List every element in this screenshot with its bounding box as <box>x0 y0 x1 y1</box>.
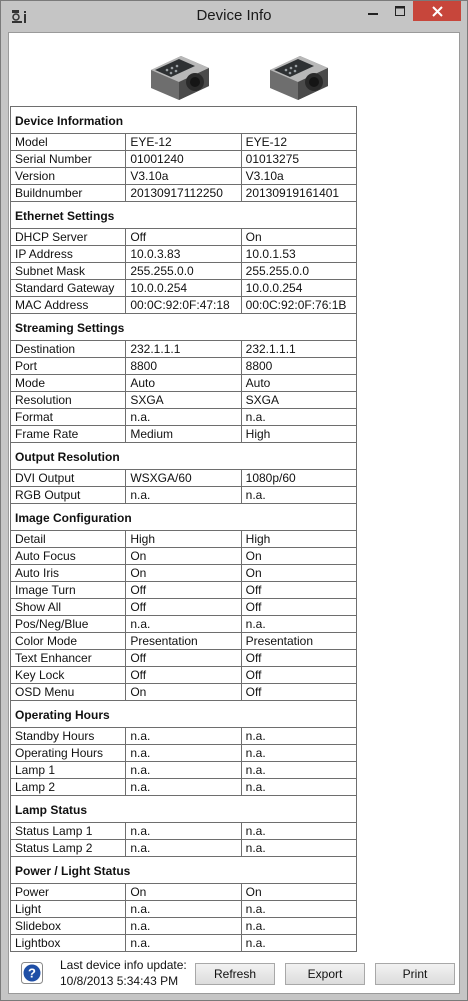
table-row <box>11 918 357 935</box>
device-1-value: Off <box>126 650 241 667</box>
device-1-value: Off <box>126 229 241 246</box>
table-row <box>11 633 357 650</box>
row-label: Destination <box>11 341 126 358</box>
section-title: Ethernet Settings <box>11 202 357 229</box>
device-2-value: On <box>241 565 356 582</box>
device-2-value: On <box>241 229 356 246</box>
device-1-value: On <box>126 884 241 901</box>
device-2-value: V3.10a <box>241 168 356 185</box>
row-label: IP Address <box>11 246 126 263</box>
device-1-value: On <box>126 548 241 565</box>
footer-bar <box>9 953 461 993</box>
section-title: Operating Hours <box>11 701 357 728</box>
device-1-value: SXGA <box>126 392 241 409</box>
device-2-value: n.a. <box>241 901 356 918</box>
section-header-row <box>11 857 357 884</box>
device-2-value: 232.1.1.1 <box>241 341 356 358</box>
table-row <box>11 151 357 168</box>
device-2-value: 10.0.0.254 <box>241 280 356 297</box>
title-bar[interactable] <box>1 1 467 32</box>
device-1-value: n.a. <box>126 745 241 762</box>
row-label: Frame Rate <box>11 426 126 443</box>
row-label: Serial Number <box>11 151 126 168</box>
device-2-value: 255.255.0.0 <box>241 263 356 280</box>
section-title: Image Configuration <box>11 504 357 531</box>
device-2-value: n.a. <box>241 487 356 504</box>
device-2-value: n.a. <box>241 745 356 762</box>
table-row <box>11 134 357 151</box>
table-row <box>11 375 357 392</box>
table-row <box>11 650 357 667</box>
export-button[interactable]: Export <box>285 963 365 985</box>
device-1-value: Auto <box>126 375 241 392</box>
last-update-label: Last device info update: <box>60 958 187 972</box>
minimize-icon <box>368 6 378 16</box>
device-2-value: Presentation <box>241 633 356 650</box>
close-icon <box>432 6 443 17</box>
row-label: Status Lamp 2 <box>11 840 126 857</box>
row-label: Detail <box>11 531 126 548</box>
device-2-value: Auto <box>241 375 356 392</box>
section-title: Lamp Status <box>11 796 357 823</box>
table-row <box>11 263 357 280</box>
device-2-value: On <box>241 548 356 565</box>
table-row <box>11 823 357 840</box>
device-2-value: 00:0C:92:0F:76:1B <box>241 297 356 314</box>
device-2-value: n.a. <box>241 616 356 633</box>
device-1-value: On <box>126 684 241 701</box>
table-row <box>11 168 357 185</box>
table-row <box>11 470 357 487</box>
table-row <box>11 548 357 565</box>
close-button[interactable] <box>413 1 461 21</box>
device-1-value: n.a. <box>126 779 241 796</box>
device-2-value: High <box>241 531 356 548</box>
section-title: Output Resolution <box>11 443 357 470</box>
maximize-icon <box>395 6 405 16</box>
svg-text:?: ? <box>28 965 36 981</box>
row-label: Slidebox <box>11 918 126 935</box>
document-camera-icon <box>264 48 334 103</box>
device-1-value: n.a. <box>126 728 241 745</box>
section-title: Device Information <box>11 107 357 134</box>
device-1-value: On <box>126 565 241 582</box>
window-title: Device Info <box>196 7 272 24</box>
row-label: DHCP Server <box>11 229 126 246</box>
table-row <box>11 358 357 375</box>
device-1-value: High <box>126 531 241 548</box>
device-1-value: Off <box>126 599 241 616</box>
device-1-value: 8800 <box>126 358 241 375</box>
table-row <box>11 185 357 202</box>
row-label: Light <box>11 901 126 918</box>
table-row <box>11 392 357 409</box>
row-label: Operating Hours <box>11 745 126 762</box>
device-1-value: n.a. <box>126 616 241 633</box>
device-2-value: 1080p/60 <box>241 470 356 487</box>
row-label: Standard Gateway <box>11 280 126 297</box>
device-info-table <box>10 106 357 952</box>
table-row <box>11 779 357 796</box>
table-row <box>11 745 357 762</box>
device-2-value: Off <box>241 599 356 616</box>
device-1-value: n.a. <box>126 840 241 857</box>
row-label: Status Lamp 1 <box>11 823 126 840</box>
help-icon[interactable] <box>21 962 43 984</box>
device-2-value: 8800 <box>241 358 356 375</box>
device-1-value: V3.10a <box>126 168 241 185</box>
last-update-info <box>60 957 187 989</box>
device-1-value: 255.255.0.0 <box>126 263 241 280</box>
device-1-value: Off <box>126 667 241 684</box>
row-label: Lamp 2 <box>11 779 126 796</box>
device-1-value: n.a. <box>126 762 241 779</box>
row-label: Text Enhancer <box>11 650 126 667</box>
table-row <box>11 565 357 582</box>
device-2-value: n.a. <box>241 918 356 935</box>
section-header-row <box>11 202 357 229</box>
table-row <box>11 616 357 633</box>
table-row <box>11 487 357 504</box>
row-label: Power <box>11 884 126 901</box>
print-button[interactable]: Print <box>375 963 455 985</box>
row-label: Version <box>11 168 126 185</box>
table-row <box>11 667 357 684</box>
minimize-button[interactable] <box>359 1 387 21</box>
device-1-value: Off <box>126 582 241 599</box>
device-1-value: n.a. <box>126 409 241 426</box>
device-2-value: High <box>241 426 356 443</box>
row-label: Standby Hours <box>11 728 126 745</box>
content-area <box>8 32 460 994</box>
device-2-value: Off <box>241 650 356 667</box>
device-2-value: 01013275 <box>241 151 356 168</box>
device-2-value: n.a. <box>241 823 356 840</box>
device-1-value: 01001240 <box>126 151 241 168</box>
section-header-row <box>11 504 357 531</box>
table-row <box>11 409 357 426</box>
table-row <box>11 297 357 314</box>
row-label: MAC Address <box>11 297 126 314</box>
device-1-value: n.a. <box>126 918 241 935</box>
device-2-value: n.a. <box>241 409 356 426</box>
device-1-value: 10.0.3.83 <box>126 246 241 263</box>
maximize-button[interactable] <box>387 1 413 21</box>
device-1-value: 20130917112250 <box>126 185 241 202</box>
device-1-value: 10.0.0.254 <box>126 280 241 297</box>
table-row <box>11 246 357 263</box>
section-title: Streaming Settings <box>11 314 357 341</box>
device-1-value: n.a. <box>126 935 241 952</box>
device-1-value: EYE-12 <box>126 134 241 151</box>
row-label: Model <box>11 134 126 151</box>
device-1-value: WSXGA/60 <box>126 470 241 487</box>
device-2-value: n.a. <box>241 762 356 779</box>
row-label: Key Lock <box>11 667 126 684</box>
device-1-value: Medium <box>126 426 241 443</box>
table-row <box>11 840 357 857</box>
row-label: Image Turn <box>11 582 126 599</box>
table-row <box>11 728 357 745</box>
row-label: Show All <box>11 599 126 616</box>
table-row <box>11 341 357 358</box>
section-header-row <box>11 796 357 823</box>
row-label: Color Mode <box>11 633 126 650</box>
device-1-value: n.a. <box>126 823 241 840</box>
device-2-value: Off <box>241 684 356 701</box>
row-label: RGB Output <box>11 487 126 504</box>
table-row <box>11 280 357 297</box>
table-row <box>11 582 357 599</box>
table-row <box>11 229 357 246</box>
row-label: Auto Iris <box>11 565 126 582</box>
section-header-row <box>11 314 357 341</box>
row-label: Format <box>11 409 126 426</box>
device-1-value: n.a. <box>126 487 241 504</box>
table-row <box>11 531 357 548</box>
table-row <box>11 935 357 952</box>
device-2-value: SXGA <box>241 392 356 409</box>
device-1-value: n.a. <box>126 901 241 918</box>
last-update-time: 10/8/2013 5:34:43 PM <box>60 974 179 988</box>
row-label: Pos/Neg/Blue <box>11 616 126 633</box>
section-header-row <box>11 443 357 470</box>
device-1-value: 00:0C:92:0F:47:18 <box>126 297 241 314</box>
table-row <box>11 599 357 616</box>
row-label: Mode <box>11 375 126 392</box>
row-label: Lamp 1 <box>11 762 126 779</box>
row-label: Buildnumber <box>11 185 126 202</box>
row-label: Port <box>11 358 126 375</box>
row-label: Lightbox <box>11 935 126 952</box>
row-label: Resolution <box>11 392 126 409</box>
row-label: Auto Focus <box>11 548 126 565</box>
device-2-value: 10.0.1.53 <box>241 246 356 263</box>
section-header-row <box>11 701 357 728</box>
device-2-value: n.a. <box>241 779 356 796</box>
row-label: DVI Output <box>11 470 126 487</box>
table-row <box>11 884 357 901</box>
device-2-value: Off <box>241 582 356 599</box>
device-1-value: 232.1.1.1 <box>126 341 241 358</box>
device-2-value: n.a. <box>241 728 356 745</box>
section-header-row <box>11 107 357 134</box>
table-row <box>11 684 357 701</box>
device-2-value: EYE-12 <box>241 134 356 151</box>
row-label: OSD Menu <box>11 684 126 701</box>
table-row <box>11 901 357 918</box>
table-row <box>11 762 357 779</box>
device-2-value: n.a. <box>241 935 356 952</box>
device-2-value: n.a. <box>241 840 356 857</box>
section-title: Power / Light Status <box>11 857 357 884</box>
refresh-button[interactable]: Refresh <box>195 963 275 985</box>
device-1-value: Presentation <box>126 633 241 650</box>
row-label: Subnet Mask <box>11 263 126 280</box>
table-row <box>11 426 357 443</box>
device-2-value: Off <box>241 667 356 684</box>
device-2-value: 20130919161401 <box>241 185 356 202</box>
document-camera-icon <box>145 48 215 103</box>
device-2-value: On <box>241 884 356 901</box>
